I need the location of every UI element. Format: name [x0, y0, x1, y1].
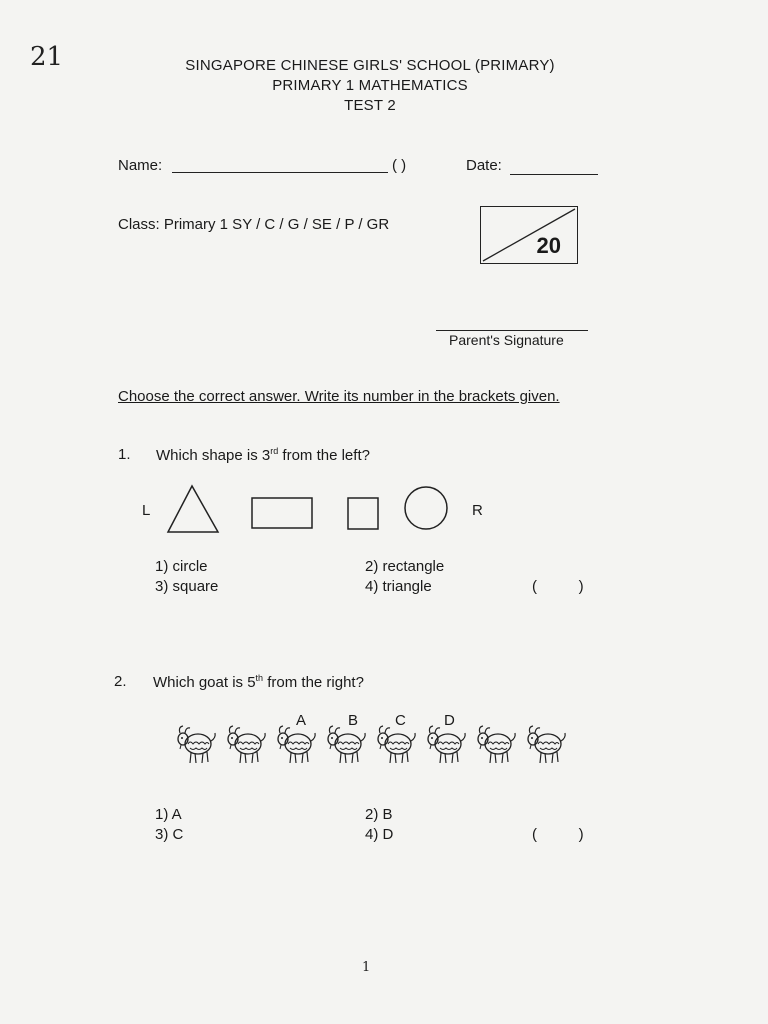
index-bracket: ( ) [392, 157, 407, 174]
square-shape [348, 498, 378, 529]
test-title: TEST 2 [344, 97, 396, 114]
handwritten-mark: 21 [30, 42, 64, 72]
circle-shape [405, 487, 447, 529]
subject-title: PRIMARY 1 MATHEMATICS [272, 77, 468, 94]
signature-label: Parent's Signature [449, 332, 564, 348]
date-label: Date: [466, 157, 502, 174]
instruction: Choose the correct answer. Write its number in the brackets given. [118, 388, 560, 405]
total-marks: 20 [536, 233, 561, 258]
goat-icon [228, 726, 265, 763]
q2-option-1: 1) A [155, 806, 182, 823]
q2-option-4: 4) D [365, 826, 394, 843]
q1-number: 1. [118, 446, 131, 463]
school-name: SINGAPORE CHINESE GIRLS' SCHOOL (PRIMARY) [185, 57, 555, 74]
score-box [480, 206, 578, 264]
q1-left-label: L [142, 502, 151, 519]
q1-text: Which shape is 3rd from the left? [156, 446, 370, 464]
class-label: Class: Primary 1 SY / C / G / SE / P / GR [118, 216, 390, 233]
goat-label-d: D [444, 712, 455, 729]
date-field[interactable] [510, 174, 598, 175]
q1-option-2: 2) rectangle [365, 558, 445, 575]
goat-icon [328, 726, 365, 763]
goat-icon [178, 726, 215, 763]
goat-icon [378, 726, 415, 763]
q2-option-3: 3) C [155, 826, 184, 843]
rectangle-shape [252, 498, 312, 528]
q1-option-3: 3) square [155, 578, 219, 595]
triangle-shape [168, 486, 218, 532]
q2-number: 2. [114, 673, 127, 690]
name-label: Name: [118, 157, 163, 174]
goat-label-a: A [296, 712, 307, 729]
goat-label-b: B [348, 712, 359, 729]
page-number: 1 [362, 960, 371, 975]
signature-line[interactable] [436, 330, 588, 331]
name-field[interactable] [172, 172, 388, 173]
q1-answer-bracket[interactable]: ( ) [532, 578, 584, 595]
goat-icon [278, 726, 315, 763]
goat-row [176, 726, 556, 772]
goat-label-c: C [395, 712, 406, 729]
q1-right-label: R [472, 502, 483, 519]
q1-shapes [160, 484, 450, 534]
score-diagonal [481, 207, 577, 263]
q1-option-4: 4) triangle [365, 578, 432, 595]
q2-text: Which goat is 5th from the right? [153, 673, 364, 691]
goat-icon [528, 726, 565, 763]
q1-option-1: 1) circle [155, 558, 208, 575]
q2-answer-bracket[interactable]: ( ) [532, 826, 584, 843]
q2-option-2: 2) B [365, 806, 393, 823]
goat-icon [478, 726, 515, 763]
goat-icon [428, 726, 465, 763]
